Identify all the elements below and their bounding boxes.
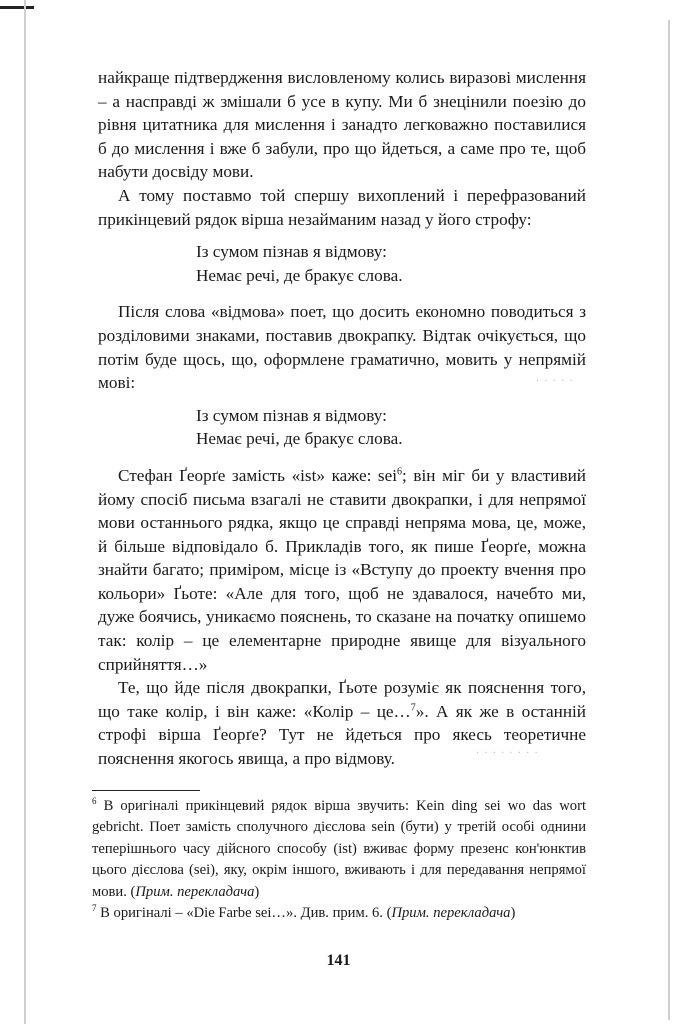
footnote-text: В оригіналі – «Die Farbe sei…». Див. прим. 6. ( xyxy=(96,905,392,922)
paragraph-4-rest: ; він міг би у властивий йому спосіб письма взагалі не ставити двокрапки, і для непрямої мови останнього рядка, якщо це справді непряма мова, це, може, й більше відповідало б. Прикладів того, як пише Ґеорґе, можна знайти багато; приміром, місце із «Вступу до проекту вчення про кольори» Ґьоте: «Але для того, щоб не здавалося, начебто ми, дуже боячись, уникаємо пояснень, то сказане на початку опишемо так: колір – це елементарне природне явище для візуального сприйняття…» xyxy=(98,465,586,674)
footnote-text-end: ) xyxy=(510,905,516,922)
paragraph-5-rest: ». А як же в останній строфі вірша Ґеорґе? Тут не йдеться про якесь теоретичне пояснення якогось явища, а про відмову. xyxy=(98,701,586,769)
bleed-through-text: · · · · · xyxy=(536,376,574,387)
footnote-text-end: ) xyxy=(254,883,260,900)
translator-note: Прим. перекладача xyxy=(391,905,511,922)
scan-edge-left xyxy=(24,0,26,1024)
paragraph-1: найкраще підтвердження висловленому колись виразові мислення – а насправді ж змішали б усе в купу. Ми б знецінили поезію до рівня цитатника для мислення і занадто легковажно поставилися б до мислення і вже б забули, про що йдеться, а саме про те, щоб набути досвіду мови. xyxy=(98,68,586,182)
bleed-through-text: · · · · · · · · xyxy=(476,748,539,759)
verse-line: Із сумом пізнав я відмову: xyxy=(196,405,387,425)
scan-corner-mark xyxy=(0,6,34,9)
main-text xyxy=(98,66,586,771)
translator-note: Прим. перекладача xyxy=(135,883,255,900)
footnote-6 xyxy=(92,796,586,903)
footnote-text: В оригіналі прикінцевий рядок вірша звучить: Kein ding sei wo das wort gebricht. Поет замість сполучного дієслова sein (бути) у третій особі однини теперішнього часу дійсного способу (ist) вживає форму презенс кон'юнктив цього дієслова (sei), яку, окрім іншого, вживають і для передавання непрямої мови. ( xyxy=(92,798,586,900)
paragraph-4-start: Стефан Ґеорґе замість «ist» каже: sei xyxy=(118,465,398,485)
footnote-divider xyxy=(92,790,200,791)
verse-line: Із сумом пізнав я відмову: xyxy=(196,242,387,262)
paragraph-4 xyxy=(98,464,586,676)
footnote-ref-6: 6 xyxy=(397,466,403,478)
paragraph-2: А тому поставмо той спершу вихоплений і перефразований прикінцевий рядок вірша незайманим назад у його строфу: xyxy=(98,185,586,229)
verse-line: Немає речі, де бракує слова. xyxy=(196,429,403,449)
footnote-number: 6 xyxy=(92,796,97,807)
verse-quote-1 xyxy=(196,240,586,287)
paragraph-5-start: Те, що йде після двокрапки, Ґьоте розуміє як пояснення того, що таке колір, і він каже: «Колір – це… xyxy=(98,678,586,721)
scan-edge-right xyxy=(668,20,670,1020)
footnote-7 xyxy=(92,903,586,924)
footnote-number: 7 xyxy=(92,903,97,914)
verse-line: Немає речі, де бракує слова. xyxy=(196,265,403,285)
footnote-ref-7: 7 xyxy=(410,702,416,714)
footnotes xyxy=(92,796,586,924)
paragraph-3: Після слова «відмова» поет, що досить економно поводиться з розділовими знаками, поставив двокрапку. Відтак очікується, що потім буде щось, що, оформлене граматично, мовить у непрямій мові: xyxy=(98,302,586,393)
page-number: 141 xyxy=(326,952,351,969)
verse-quote-2 xyxy=(196,404,586,451)
